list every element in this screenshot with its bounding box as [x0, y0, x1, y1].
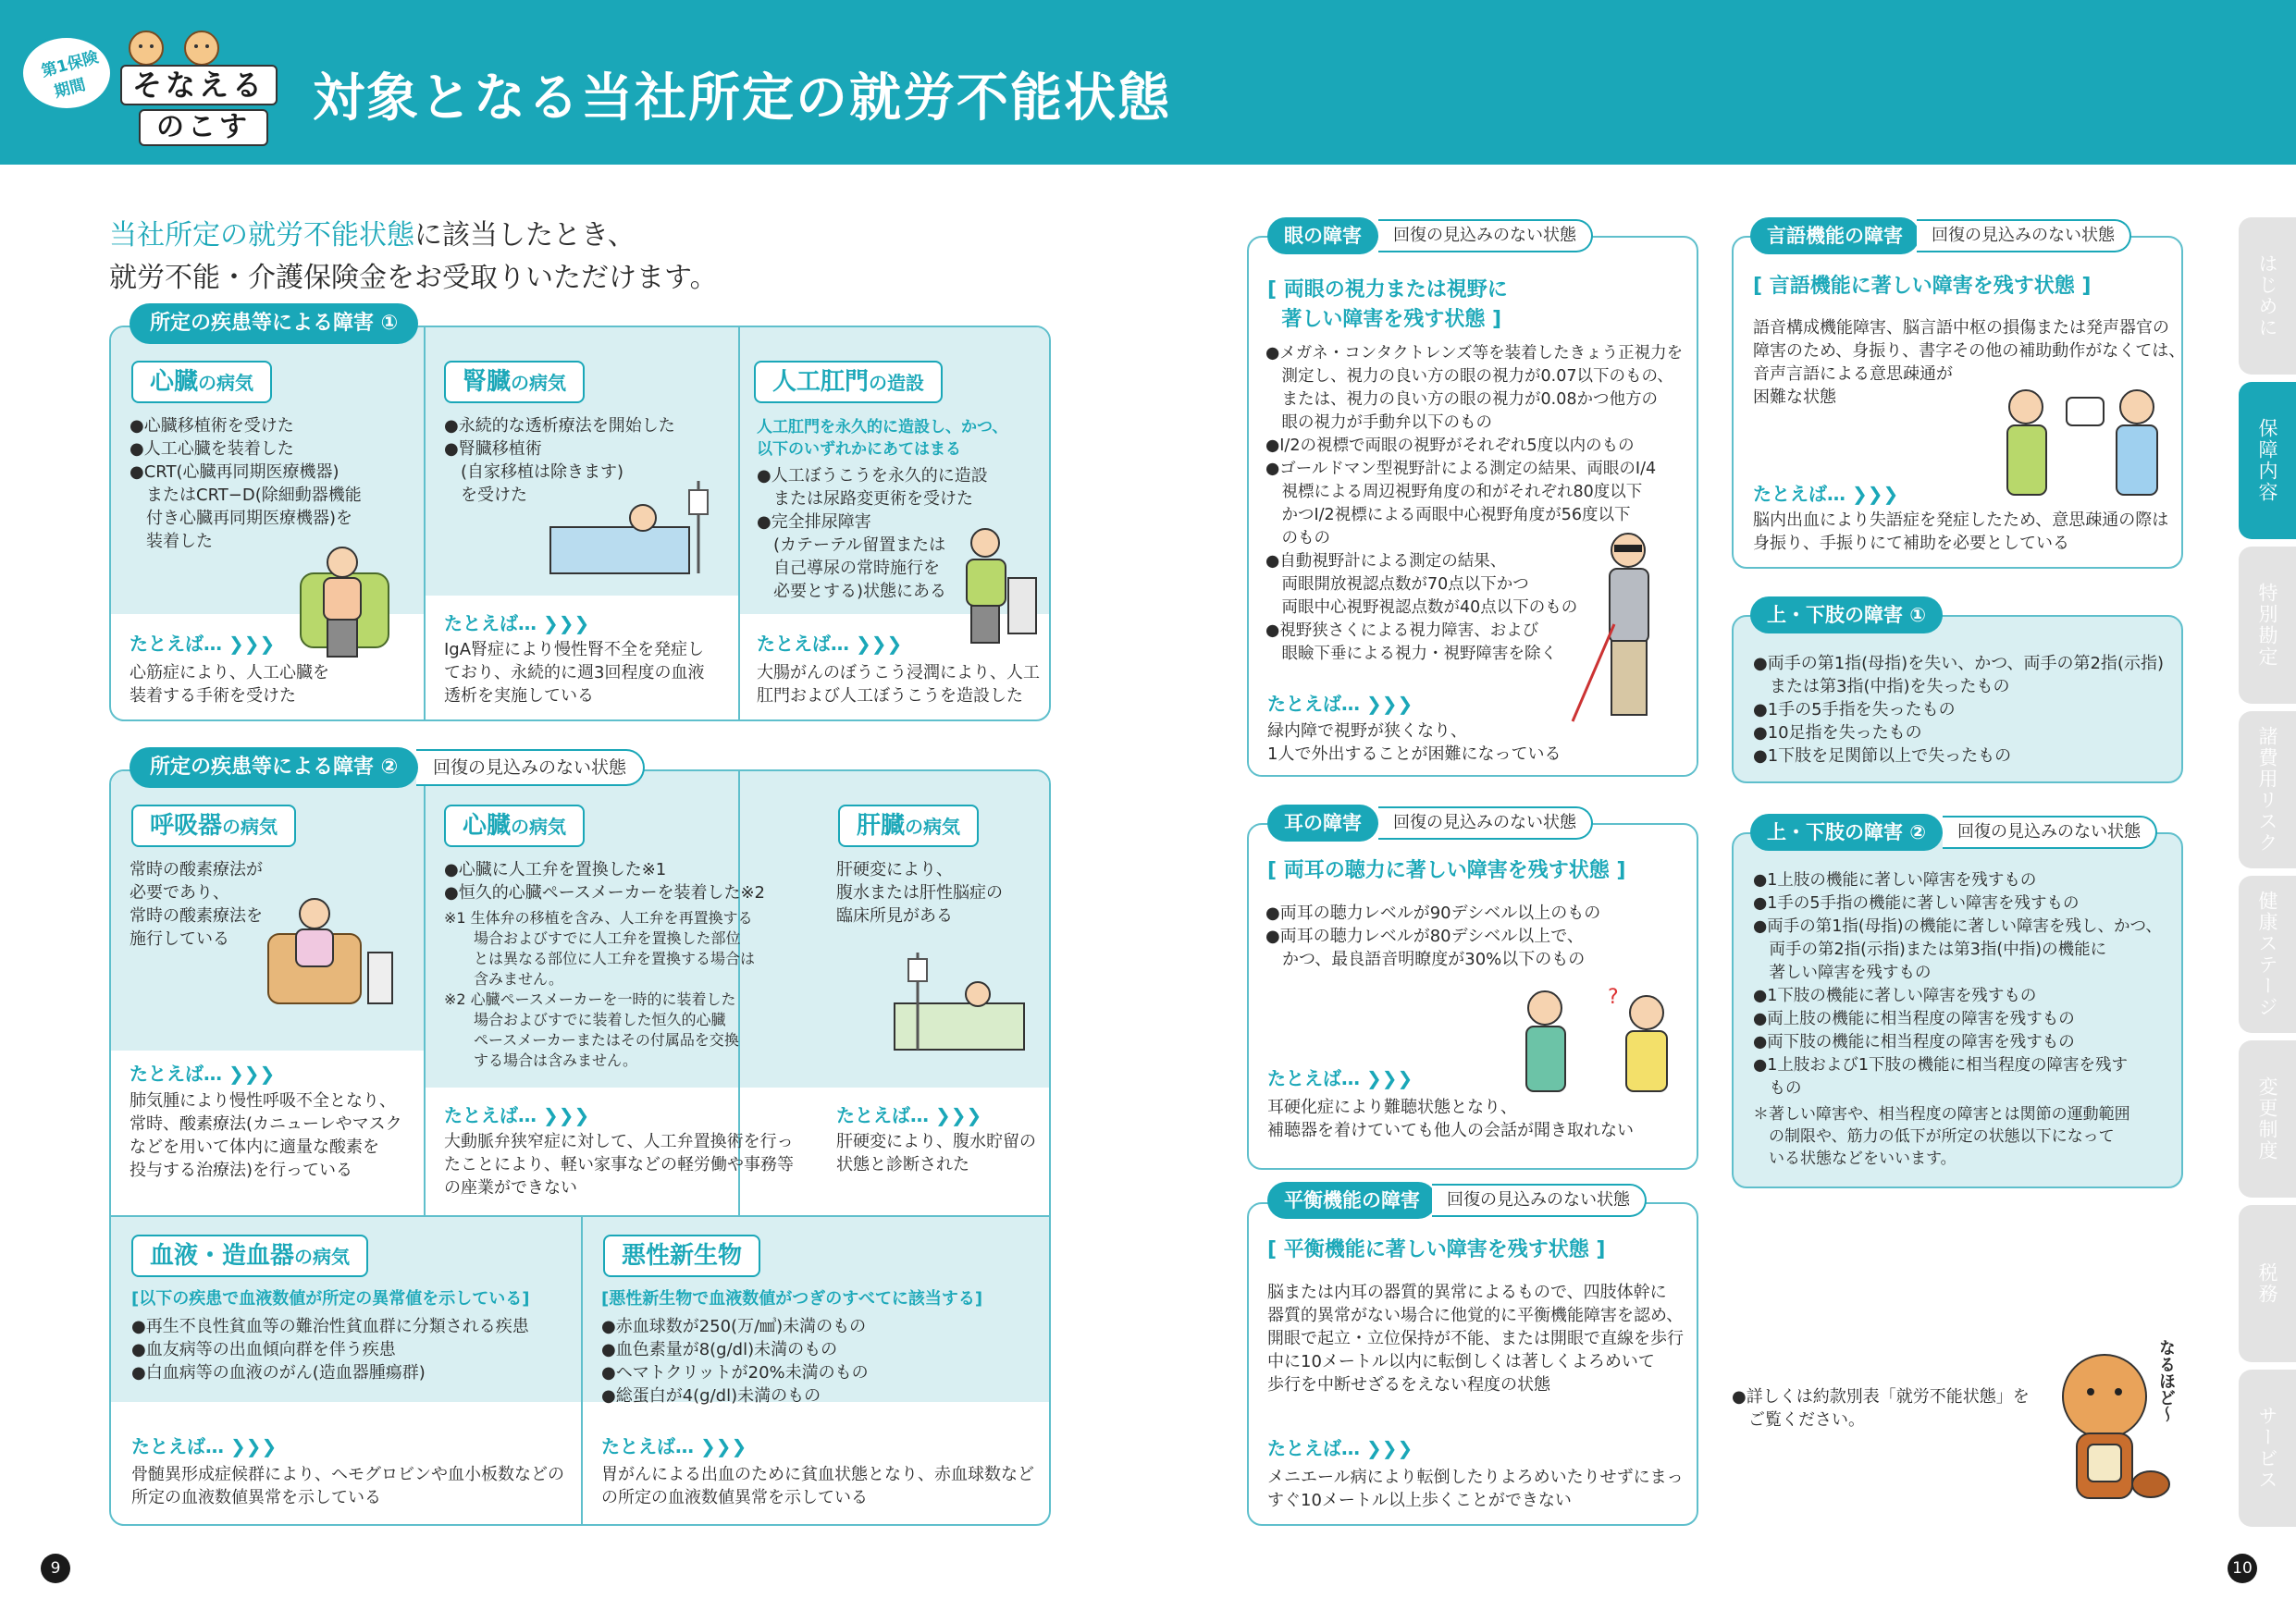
tab-coverage[interactable]: 保障内容	[2239, 382, 2296, 539]
speech-conditions: 語音構成機能障害、脳言語中枢の損傷または発声器官の 障害のため、身振り、書字その他の補助動作がなくては、 音声言語による意思疎通が 困難な状態	[1753, 318, 2186, 407]
heart-example-label: たとえば… ❯❯❯	[130, 633, 276, 655]
heart-example: 心筋症により、人工心臓を 装着する手術を受けた	[130, 663, 329, 706]
liver-patient-bed-illustration	[890, 948, 1038, 1068]
heart-2-conditions: ●心臓に人工弁を置換した※1 ●恒久的心臓ペースメーカーを装着した※2	[444, 860, 765, 903]
intro-line1: に該当したとき、	[414, 219, 636, 252]
balance-conditions: 脳または内耳の器質的異常によるもので、四肢体幹に 器質的異常がない場合に他覚的に平衡機能障害を認め、 開眼で起立・立位保持が不能、または開眼で直線を歩行 中に10メートル以内に転倒しくは著しくよろめいて 歩行を中断せざるをえない程度の状態	[1267, 1283, 1684, 1395]
ear-example-label: たとえば… ❯❯❯	[1267, 1067, 1413, 1089]
heart-2-notes: ※1 生体弁の移植を含み、人工弁を再置換する 場合およびすでに人工弁を置換した部位 とは異なる部位に人工弁を置換する場合は 含みません。 ※2 心臓ペースメーカーを一時的に装着した 場合およびすでに装着した恒久的心臓 ペースメーカーまたはその付属品を交換 する場合は含みません。	[444, 909, 756, 1069]
heart-2-example: 大動脈弁狭窄症に対して、人工弁置換術を行っ たことにより、軽い家事などの軽労働や事務等 の座業ができない	[444, 1132, 794, 1198]
tab-service[interactable]: サービス	[2239, 1370, 2296, 1527]
stoma-title: 人工肛門の造設	[754, 361, 943, 403]
balance-subtag: 回復の見込みのない状態	[1432, 1184, 1647, 1217]
mascot-heads-icon	[120, 28, 179, 61]
cancer-example-label: たとえば… ❯❯❯	[601, 1435, 747, 1457]
eye-tag: 眼の障害	[1267, 217, 1378, 254]
nokosu-text: のこす	[139, 109, 268, 146]
mascot-speech: なるほど〜	[2156, 1339, 2176, 1422]
limb-1-tag: 上・下肢の障害 ①	[1750, 596, 1943, 633]
kidney-example: IgA腎症により慢性腎不全を発症し ており、永続的に週3回程度の血液 透析を実施している	[444, 640, 705, 706]
eye-heading: [ 両眼の視力または視野に 著しい障害を残す状態 ]	[1267, 278, 1508, 331]
intro-highlight: 当社所定の就労不能状態	[109, 219, 414, 252]
eye-example-label: たとえば… ❯❯❯	[1267, 693, 1413, 715]
eye-example: 緑内障で視野が狭くなり、 1人で外出することが困難になっている	[1267, 721, 1562, 764]
ear-tag: 耳の障害	[1267, 805, 1378, 842]
man-on-toilet-illustration	[944, 523, 1045, 652]
eye-subtag: 回復の見込みのない状態	[1378, 219, 1593, 252]
stoma-example-label: たとえば… ❯❯❯	[757, 633, 903, 655]
limb-2-conditions: ●1上肢の機能に著しい障害を残すもの ●1手の5手指の機能に著しい障害を残すもの ●両手の第1指(母指)の機能に著しい障害を残し、かつ、 両手の第2指(示指)または第3指(中指)の機能に 著しい障害を残すもの ●1下肢の機能に著しい障害を残すもの ●両上肢の機能に相当程度の障害を残すもの ●両下肢の機能に相当程度の障害を残すもの ●1上肢および1下肢の機能に相当程度の障害を残す もの	[1753, 871, 2162, 1098]
limb-2-tag: 上・下肢の障害 ②	[1750, 814, 1943, 851]
ear-conditions: ●両耳の聴力レベルが90デシベル以上のもの ●両耳の聴力レベルが80デシベル以上で、 かつ、最良語音明瞭度が30%以下のもの	[1265, 904, 1601, 969]
series-logo	[20, 28, 279, 148]
respiratory-title: 呼吸器の病気	[131, 805, 296, 847]
blood-conditions: ●再生不良性貧血等の難治性貧血群に分類される疾患 ●血友病等の出血傾向群を伴う疾患 ●白血病等の血液のがん(造血器腫瘍群)	[131, 1317, 529, 1383]
speech-tag: 言語機能の障害	[1750, 217, 1920, 254]
intro-line2: 就労不能・介護保険金をお受取りいただけます。	[109, 262, 718, 294]
speech-example-label: たとえば… ❯❯❯	[1753, 483, 1899, 505]
liver-title: 肝臓の病気	[838, 805, 979, 847]
blood-example: 骨髄異形成症候群により、ヘモグロビンや血小板数などの 所定の血液数値異常を示している	[131, 1465, 564, 1507]
liver-conditions: 肝硬変により、 腹水または肝性脳症の 臨床所見がある	[836, 860, 1003, 926]
page-title: 対象となる当社所定の就労不能状態	[313, 68, 1171, 129]
intro-text	[109, 215, 718, 300]
respiratory-conditions: 常時の酸素療法が 必要であり、 常時の酸素療法を 施行している	[130, 860, 263, 949]
section-2-tag: 所定の疾患等による障害 ②	[130, 747, 418, 788]
ear-heading: [ 両耳の聴力に著しい障害を残す状態 ]	[1267, 859, 1626, 882]
sonaeru-text: そなえる	[120, 65, 278, 105]
liver-example-label: たとえば… ❯❯❯	[836, 1104, 982, 1126]
patient-in-bed-illustration	[541, 472, 717, 592]
limb-1-conditions: ●両手の第1指(母指)を失い、かつ、両手の第2指(示指) または第3指(中指)を失ったもの ●1手の5手指を失ったもの ●10足指を失ったもの ●1下肢を足関節以上で失ったもの	[1753, 654, 2164, 766]
kidney-disease-title: 腎臓の病気	[444, 361, 585, 403]
section-1-tag: 所定の疾患等による障害 ①	[130, 303, 418, 344]
respiratory-example: 肺気腫により慢性呼吸不全となり、 常時、酸素療法(カニューレやマスク などを用いて体内に適量な酸素を 投与する治療法)を行っている	[130, 1091, 402, 1180]
ear-subtag: 回復の見込みのない状態	[1378, 806, 1593, 840]
section-2-subtag: 回復の見込みのない状態	[416, 749, 645, 786]
limb-2-notes: ＊著しい障害や、相当程度の障害とは関節の運動範囲 の制限や、筋力の低下が所定の状態以下になって いる状態などをいいます。	[1753, 1105, 2130, 1168]
blood-title: 血液・造血器の病気	[131, 1235, 368, 1277]
cancer-example: 胃がんによる出血のために貧血状態となり、赤血球数など の所定の血液数値異常を示している	[601, 1465, 1034, 1507]
heart-2-title: 心臓の病気	[444, 805, 585, 847]
blood-condition: [以下の疾患で血液数値が所定の異常値を示している]	[131, 1289, 530, 1309]
footnote: ●詳しくは約款別表「就労不能状態」を ご覧ください。	[1732, 1387, 2030, 1430]
speech-example: 脳内出血により失語症を発症したため、意思疎通の際は 身振り、手振りにて補助を必要としている	[1753, 510, 2169, 553]
balance-example: メニエール病により転倒したりよろめいたりせずにまっ すぐ10メートル以上歩くことができない	[1267, 1468, 1684, 1510]
kidney-example-label: たとえば… ❯❯❯	[444, 612, 590, 634]
sign-language-illustration	[1989, 379, 2174, 499]
heart-conditions: ●心臓移植術を受けた ●人工心臓を装着した ●CRT(心臓再同期医療機器) またはCRT−D(除細動器機能 付き心臓再同期医療機器)を 装着した	[130, 416, 362, 551]
heart-2-example-label: たとえば… ❯❯❯	[444, 1104, 590, 1126]
respiratory-example-label: たとえば… ❯❯❯	[130, 1063, 276, 1085]
cancer-condition: [悪性新生物で血液数値がつぎのすべてに該当する]	[601, 1289, 983, 1309]
man-with-oxygen-illustration	[259, 888, 398, 1027]
badge-top-text: 第1保険	[39, 48, 101, 81]
page-number-left: 9	[41, 1554, 70, 1583]
tab-intro[interactable]: はじめに	[2239, 217, 2296, 375]
man-on-chair-illustration	[287, 536, 398, 666]
stoma-condition: 人工肛門を永久的に造設し、かつ、 以下のいずれかにあてはまる	[757, 418, 1008, 459]
balance-example-label: たとえば… ❯❯❯	[1267, 1437, 1413, 1459]
balance-tag: 平衡機能の障害	[1267, 1182, 1437, 1219]
blood-example-label: たとえば… ❯❯❯	[131, 1435, 278, 1457]
ear-example: 耳硬化症により難聴状態となり、 補聴器を着けていても他人の会話が聞き取れない	[1267, 1098, 1634, 1140]
tab-tax[interactable]: 税務	[2239, 1205, 2296, 1362]
cancer-conditions: ●赤血球数が250(万/㎣)未満のもの ●血色素量が8(g/dl)未満のもの ●ヘマトクリットが20%未満のもの ●総蛋白が4(g/dl)未満のもの	[601, 1317, 869, 1406]
heart-disease-title: 心臓の病気	[131, 361, 272, 403]
balance-heading: [ 平衡機能に著しい障害を残す状態 ]	[1267, 1238, 1606, 1261]
stoma-conditions: ●人工ぼうこうを永久的に造設 または尿路変更術を受けた ●完全排尿障害 (カテーテル留置または 自己導尿の常時施行を 必要とする)状態にある	[757, 466, 988, 601]
liver-example: 肝硬変により、腹水貯留の 状態と診断された	[836, 1132, 1036, 1174]
stoma-example: 大腸がんのぼうこう浸潤により、人工 肛門および人工ぼうこうを造設した	[757, 663, 1040, 706]
tab-change-system[interactable]: 変更制度	[2239, 1040, 2296, 1198]
blind-man-with-cane-illustration	[1563, 523, 1684, 731]
svg-text:?: ?	[1608, 986, 1619, 1009]
period-badge	[20, 35, 113, 111]
badge-bottom-text: 期間	[52, 75, 88, 102]
eye-conditions: ●メガネ・コンタクトレンズ等を装着したきょう正視力を 測定し、視力の良い方の眼の視力が0.07以下のもの、 または、視力の良い方の眼の視力が0.08かつ他方の 眼の視力が手動弁以下のもの ●I/2の視標で両眼の視野がそれぞれ5度以内のもの ●ゴールドマン型視野計による測定の結果、両眼のI/4 視標による周辺視野角度の和がそれぞれ80度以下 かつI/2視標による両眼中心視野角度が56度以下 のもの ●自動視野計による測定の結果、 両眼開放視認点数が70点以下かつ 両眼中心視野視認点数が40点以下のもの ●視野狭さくによる視力障害、および 眼瞼下垂による視力・視野障害を除く	[1265, 344, 1684, 663]
tab-special-account[interactable]: 特別勘定	[2239, 547, 2296, 704]
kidney-conditions: ●永続的な透析療法を開始した ●腎臓移植術 (自家移植は除きます) を受けた	[444, 416, 675, 505]
limb-2-subtag: 回復の見込みのない状態	[1943, 816, 2157, 849]
speech-subtag: 回復の見込みのない状態	[1917, 219, 2131, 252]
speech-heading: [ 言語機能に著しい障害を残す状態 ]	[1753, 275, 2092, 298]
header-bar	[0, 0, 2296, 165]
tab-fees-risk[interactable]: 諸費用リスク	[2239, 711, 2296, 868]
cancer-title: 悪性新生物	[603, 1235, 760, 1277]
tab-health-stage[interactable]: 健康ステージ	[2239, 876, 2296, 1033]
two-people-talking-illustration	[1508, 985, 1684, 1096]
page-number-right: 10	[2228, 1554, 2257, 1583]
